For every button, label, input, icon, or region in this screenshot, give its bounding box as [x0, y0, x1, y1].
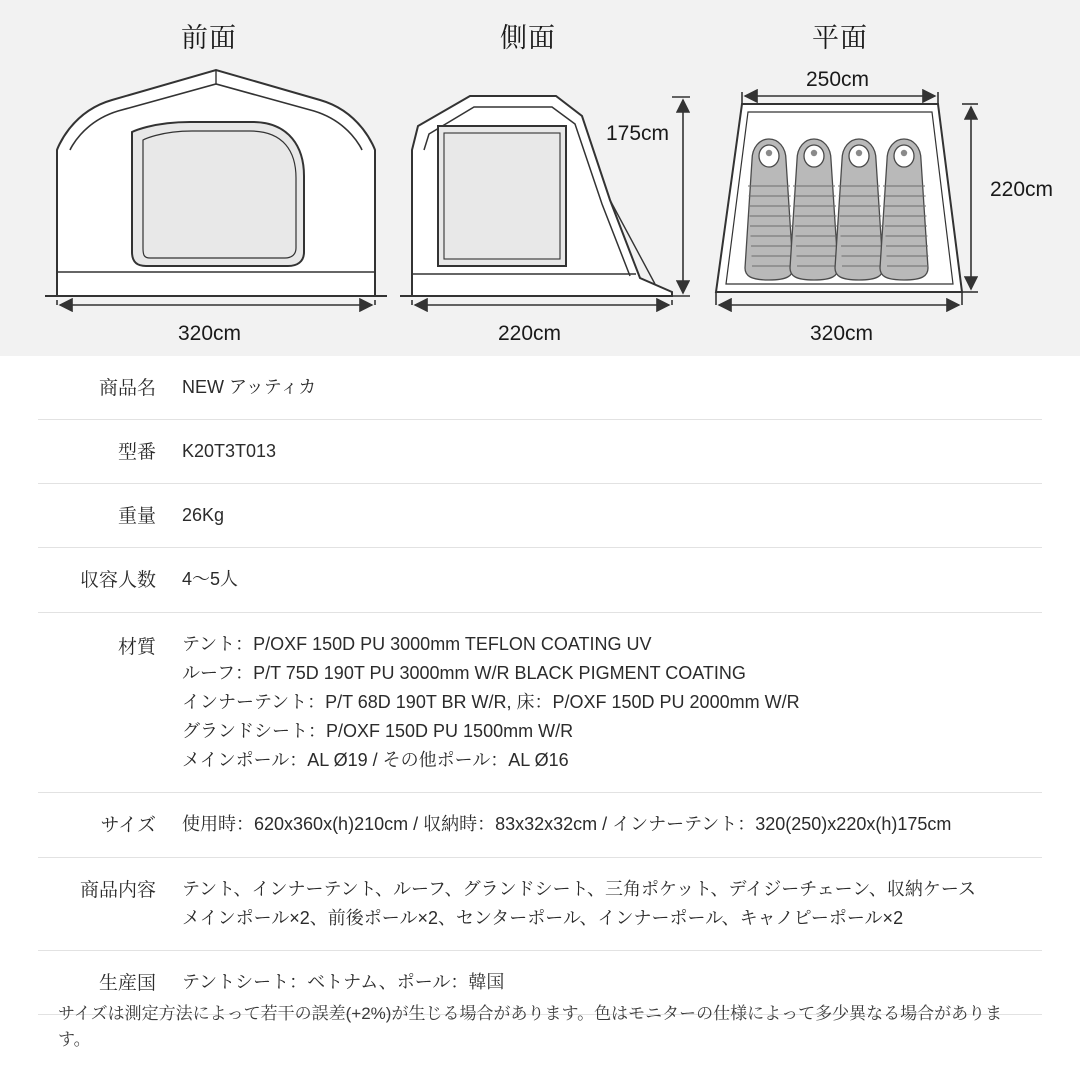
side-width-dimension	[412, 300, 672, 305]
table-row	[38, 548, 1042, 612]
plan-view-title: 平面	[812, 23, 868, 53]
spec-value-line: 4〜5人	[182, 569, 239, 590]
front-width-dimension	[57, 300, 375, 305]
spec-value	[178, 857, 1042, 950]
specification-table-body	[38, 356, 1042, 1015]
sleeping-bag	[835, 139, 884, 280]
spec-label: サイズ	[100, 815, 156, 837]
front-view-title: 前面	[181, 23, 237, 53]
tent-dimension-diagram	[0, 0, 1080, 356]
spec-label: 型番	[117, 442, 156, 464]
plan-bottom-width-dimension	[716, 292, 962, 305]
plan-top-width-dimension	[742, 92, 938, 104]
table-row	[38, 612, 1042, 793]
spec-value-line: テント、インナーテント、ルーフ、グランドシート、三角ポケット、デイジーチェーン、収納ケース	[182, 878, 976, 899]
sleeping-bag	[790, 139, 839, 280]
plan-bottom-width-label: 320cm	[810, 322, 874, 345]
spec-value	[178, 484, 1042, 548]
spec-label: 商品名	[98, 378, 156, 399]
table-row	[38, 420, 1042, 484]
side-width-label: 220cm	[498, 322, 562, 345]
spec-label: 重量	[117, 506, 156, 528]
spec-label: 収容人数	[79, 570, 156, 592]
spec-label: 生産国	[98, 972, 156, 994]
spec-value	[178, 548, 1042, 612]
plan-height-label: 220cm	[990, 178, 1054, 201]
spec-value-line: メインポール×2、前後ポール×2、センターポール、インナーポール、キャノピーポール×2	[182, 907, 904, 928]
spec-value-line: NEW アッティカ	[182, 377, 317, 397]
specification-table	[38, 356, 1042, 1015]
spec-value	[178, 612, 1042, 793]
front-view-drawing	[45, 70, 387, 296]
plan-top-width-label: 250cm	[806, 68, 870, 91]
table-row	[38, 793, 1042, 857]
plan-height-dimension	[962, 104, 978, 292]
side-height-label: 175cm	[606, 122, 670, 145]
front-width-label: 320cm	[178, 322, 242, 345]
spec-label: 材質	[117, 636, 156, 658]
spec-value-line: グランドシート：P/OXF 150D PU 1500mm W/R	[182, 721, 574, 742]
spec-value	[178, 793, 1042, 857]
sleeping-bag	[880, 139, 929, 280]
spec-value-line: 26Kg	[182, 505, 225, 526]
spec-value-line: インナーテント：P/T 68D 190T BR W/R, 床：P/OXF 150D PU 2000mm W/R	[182, 691, 800, 712]
spec-label: 商品内容	[79, 879, 156, 901]
specification-table-wrapper	[0, 356, 1080, 1015]
table-row	[38, 356, 1042, 420]
side-view-title: 側面	[500, 23, 556, 53]
spec-value-line: テント：P/OXF 150D PU 3000mm TEFLON COATING UV	[182, 633, 652, 654]
spec-value-line: メインポール：AL Ø19 / その他ポール：AL Ø16	[182, 750, 569, 771]
table-row	[38, 484, 1042, 548]
spec-value-line: K20T3T013	[182, 441, 277, 462]
sleeping-bag	[745, 139, 794, 280]
spec-value	[178, 356, 1042, 420]
spec-value-line: ルーフ：P/T 75D 190T PU 3000mm W/R BLACK PIGMENT COATING	[182, 662, 746, 683]
spec-value-line: テントシート：ベトナム、ポール：韓国	[182, 971, 505, 992]
footnote-text: サイズは測定方法によって若干の誤差(+2%)が生じる場合があります。色はモニターの仕様によって多少異なる場合があります。	[58, 1004, 1003, 1049]
diagram-svg	[0, 0, 1080, 356]
table-row	[38, 857, 1042, 950]
spec-value-line: 使用時：620x360x(h)210cm / 収納時：83x32x32cm / インナーテント：320(250)x220x(h)175cm	[182, 814, 952, 835]
spec-value	[178, 420, 1042, 484]
side-height-dimension	[672, 97, 690, 296]
